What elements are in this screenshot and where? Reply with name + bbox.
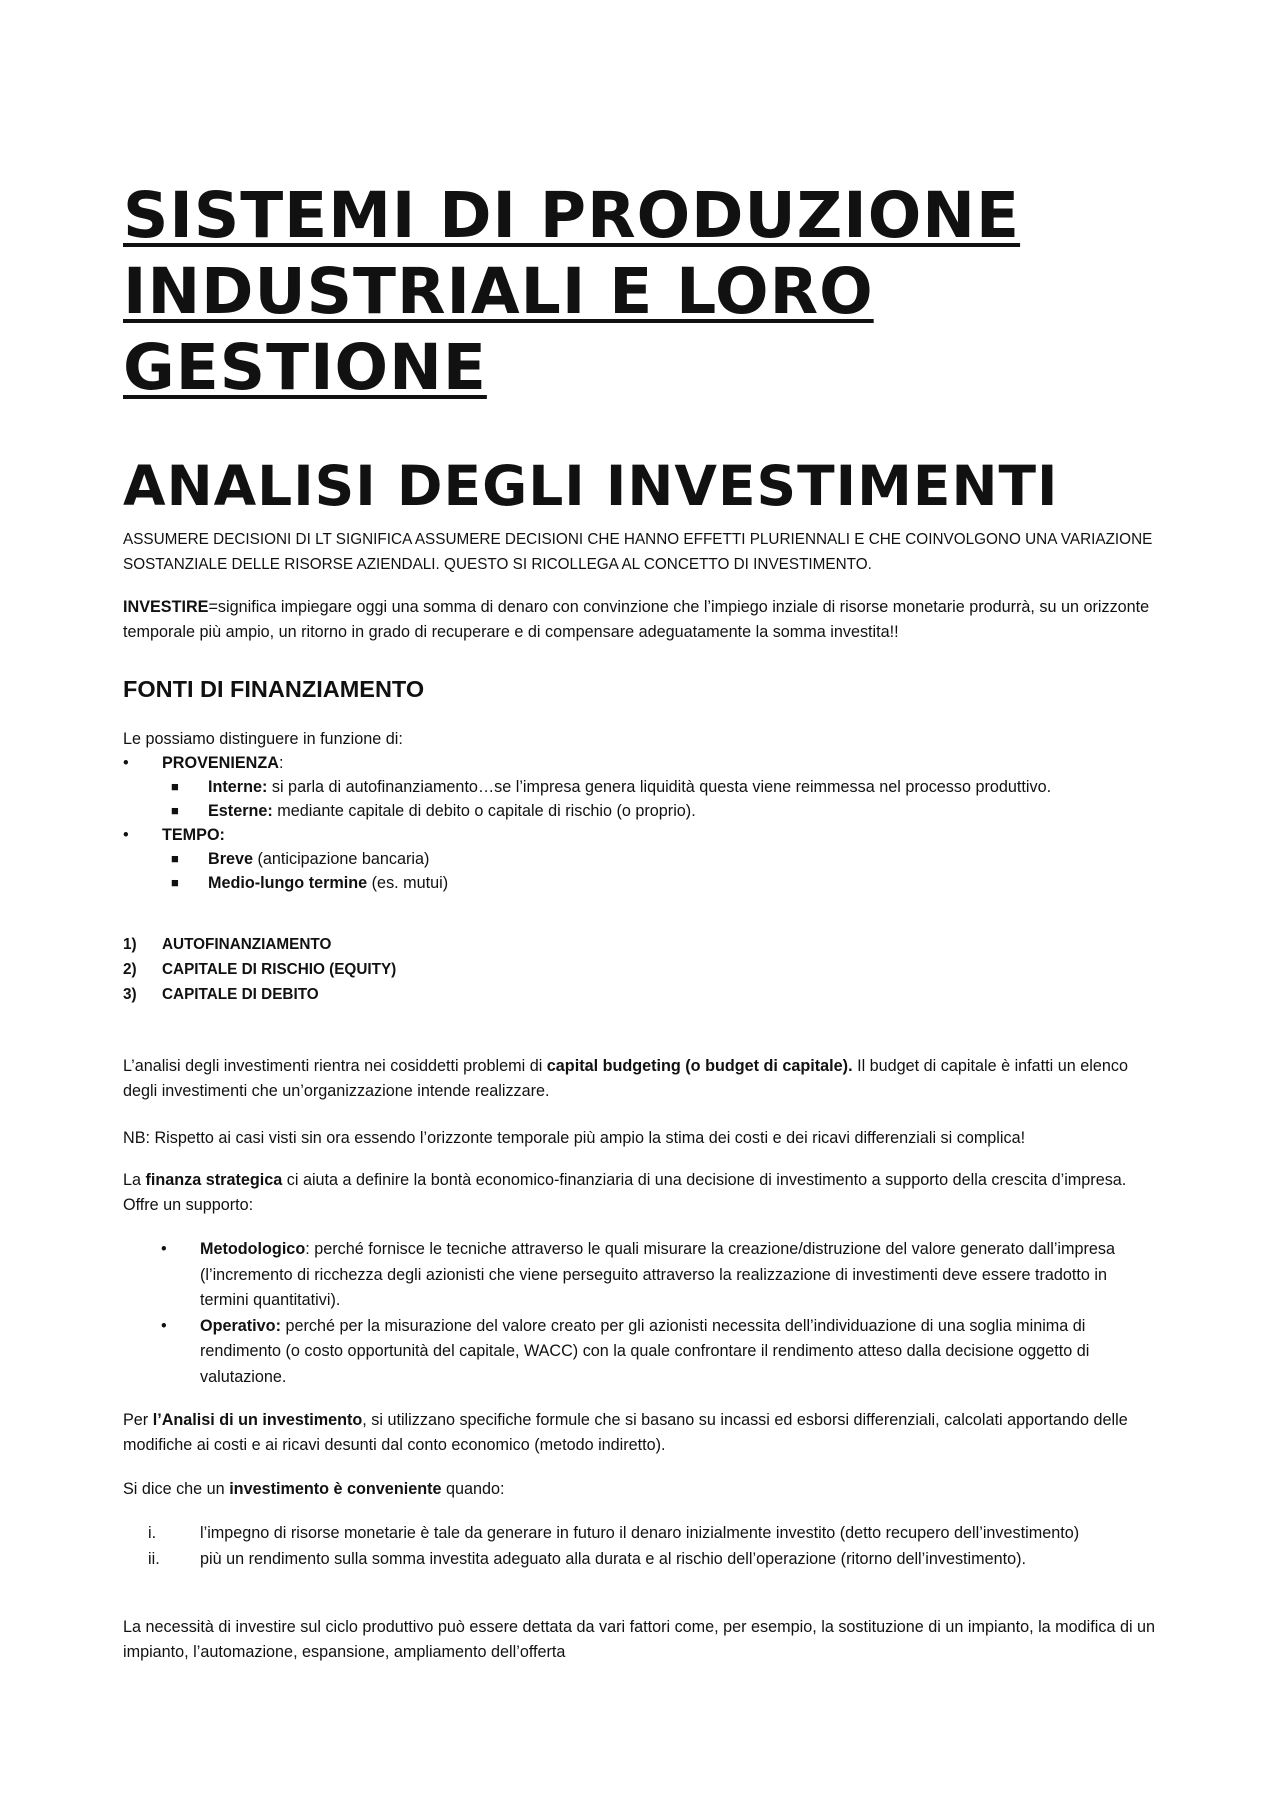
bullet-icon: • — [161, 1316, 167, 1335]
supporti-list — [123, 1237, 1153, 1390]
list-item — [123, 982, 1163, 1007]
list-item — [123, 1237, 1153, 1314]
text-run: Per — [123, 1411, 153, 1429]
investire-definition: =significa impiegare oggi una somma di denaro con convinzione che l’impiego inziale di risorse monetarie produrrà, su un orizzonte temporale più ampio, un ritorno in grado di recuperare e di compensare adeguatamente la somma investita!! — [123, 598, 1150, 641]
text-run: , si utilizzano specifiche formule che si basano su incassi ed esborsi differenziali, calcolati apportando delle modifiche ai costi e ai ricavi desunti dal conto economico (metodo indiretto). — [123, 1411, 1128, 1454]
bold-run: capital budgeting (o budget di capitale). — [546, 1057, 853, 1075]
square-bullet-icon: ■ — [171, 779, 179, 794]
finanza-paragraph — [123, 1168, 1163, 1218]
condizioni-list — [123, 1521, 1153, 1572]
fonti-list-block — [123, 727, 1163, 895]
item-term: Medio-lungo termine — [208, 874, 368, 892]
list-item — [123, 957, 1163, 982]
bold-run: investimento è conveniente — [229, 1480, 442, 1498]
analisi-paragraph — [123, 1408, 1163, 1458]
list-item — [123, 823, 1163, 847]
text-run: quando: — [441, 1480, 505, 1498]
nb-paragraph: NB: Rispetto ai casi visti sin ora essendo l’orizzonte temporale più ampio la stima dei costi e dei ricavi differenziali si complica! — [123, 1129, 1026, 1147]
item-text: : perché fornisce le tecniche attraverso le quali misurare la creazione/distruzione del valore generato dall’impresa (l’incremento di ricchezza degli azionisti che viene perseguito attraverso la realizzazione di investimenti deve essere tradotto in termini quantitativi). — [200, 1240, 1115, 1309]
item-text: AUTOFINANZIAMENTO — [162, 936, 332, 953]
item-number: 2) — [123, 961, 137, 978]
square-bullet-icon: ■ — [171, 875, 179, 890]
investire-term: INVESTIRE — [123, 598, 209, 616]
intro-paragraph: ASSUMERE DECISIONI DI LT SIGNIFICA ASSUMERE DECISIONI CHE HANNO EFFETTI PLURIENNALI E CHE COINVOLGONO UNA VARIAZIONE SOSTANZIALE DELLE RISORSE AZIENDALI. QUESTO SI RICOLLEGA AL CONCETTO DI INVESTIMENTO. — [123, 531, 1153, 573]
list-item — [123, 871, 1163, 895]
section-title: ANALISI DEGLI INVESTIMENTI — [123, 454, 1059, 518]
text-run: La — [123, 1171, 146, 1189]
text-run: Il budget di capitale è infatti un elenco degli investimenti che un’organizzazione intende realizzare. — [123, 1057, 1128, 1100]
list-item — [123, 1314, 1153, 1391]
bold-run: finanza strategica — [145, 1171, 283, 1189]
item-term: Breve — [208, 850, 253, 868]
provenienza-colon: : — [278, 754, 284, 772]
item-text: CAPITALE DI RISCHIO (EQUITY) — [162, 961, 397, 978]
text-run: L’analisi degli investimenti rientra nei cosiddetti problemi di — [123, 1057, 547, 1075]
text-run: ci aiuta a definire la bontà economico-finanziaria di una decisione di investimento a supporto della crescita d’impresa. Offre un supporto: — [123, 1171, 1127, 1214]
bullet-icon: • — [161, 1240, 167, 1258]
bullet-icon: • — [123, 826, 129, 844]
main-title: SISTEMI DI PRODUZIONE INDUSTRIALI E LORO GESTIONE — [123, 179, 1021, 404]
fonti-list — [123, 751, 1163, 895]
provenienza-label: PROVENIENZA — [162, 754, 279, 772]
square-bullet-icon: ■ — [171, 803, 179, 818]
bold-run: l’Analisi di un investimento — [152, 1411, 363, 1429]
item-text: si parla di autofinanziamento…se l’impresa genera liquidità questa viene reimmessa nel processo produttivo. — [267, 778, 1052, 796]
item-text: (es. mutui) — [367, 874, 449, 892]
text-run: Si dice che un — [123, 1480, 230, 1498]
list-item — [123, 799, 1163, 823]
capital-budgeting-paragraph — [123, 1054, 1163, 1104]
item-number: i. — [148, 1524, 157, 1542]
item-number: 1) — [123, 936, 137, 953]
conveniente-paragraph — [123, 1477, 1163, 1502]
fonti-heading: FONTI DI FINANZIAMENTO — [123, 676, 425, 702]
item-text: mediante capitale di debito o capitale di rischio (o proprio). — [272, 802, 696, 820]
bullet-icon: • — [123, 754, 129, 772]
investire-paragraph — [123, 595, 1163, 645]
item-text: (anticipazione bancaria) — [253, 850, 430, 868]
list-item — [123, 775, 1163, 799]
item-term: Metodologico — [200, 1240, 306, 1258]
item-term: Interne: — [208, 778, 268, 796]
necessita-paragraph: La necessità di investire sul ciclo produttivo può essere dettata da vari fattori come, per esempio, la sostituzione di un impianto, la modifica di un impianto, l’automazione, espansione, ampliamento dell’offerta — [123, 1618, 1156, 1661]
square-bullet-icon: ■ — [171, 851, 179, 866]
item-term: Esterne: — [208, 802, 273, 820]
item-text: CAPITALE DI DEBITO — [162, 986, 319, 1003]
item-text: l’impegno di risorse monetarie è tale da generare in futuro il denaro inizialmente investito (detto recupero dell’investimento) — [200, 1524, 1080, 1542]
item-text: perché per la misurazione del valore creato per gli azionisti necessita dell’individuazione di una soglia minima di rendimento (o costo opportunità del capitale, WACC) con la quale confrontare il rendimento atteso dalla decisione oggetto di valutazione. — [200, 1316, 1090, 1386]
list-item — [123, 751, 1163, 775]
item-number: ii. — [148, 1549, 160, 1568]
item-text: più un rendimento sulla somma investita adeguato alla durata e al rischio dell’operazione (ritorno dell’investimento). — [200, 1549, 1027, 1568]
list-item — [123, 1521, 1153, 1547]
fonti-lead: Le possiamo distinguere in funzione di: — [123, 730, 403, 748]
item-number: 3) — [123, 986, 137, 1003]
tempo-label: TEMPO: — [162, 826, 225, 844]
list-item — [123, 932, 1163, 957]
list-item — [123, 1547, 1153, 1573]
numbered-list — [123, 932, 1163, 1007]
item-term: Operativo: — [200, 1316, 281, 1335]
list-item — [123, 847, 1163, 871]
